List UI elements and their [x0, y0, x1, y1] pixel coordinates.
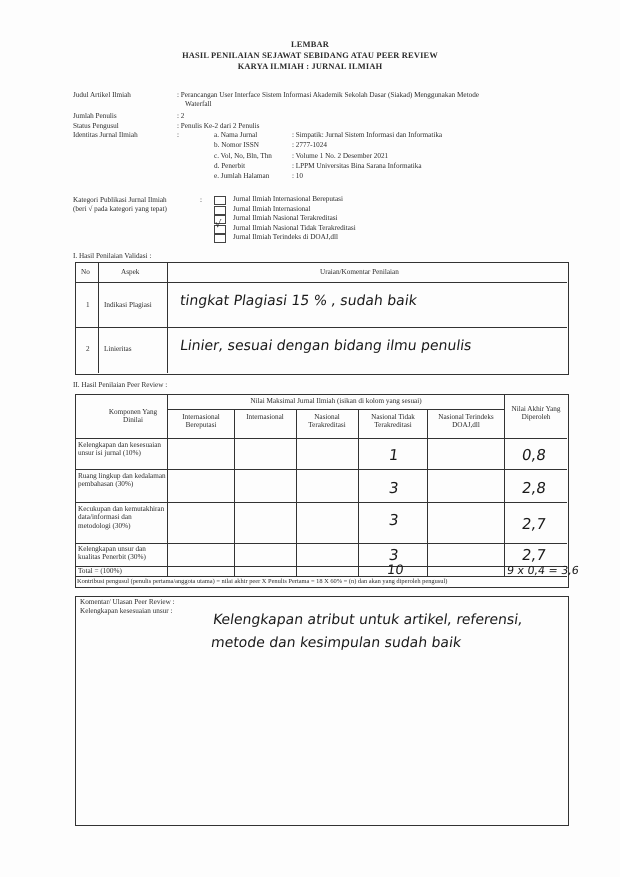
column-header-nilai-max: Nilai Maksimal Jurnal Ilmiah (isikan di kolom yang sesuai) — [250, 397, 422, 405]
total-nilai-max: 10 — [385, 563, 405, 578]
kategori-instruction: (beri √ pada kategori yang tepat) — [73, 205, 167, 213]
table-divider — [167, 409, 504, 410]
aspek-linieritas: Linieritas — [104, 345, 132, 353]
field-label: c. Vol, No, Bln, Thn — [214, 152, 272, 160]
kategori-colon: : — [200, 196, 202, 204]
table-divider — [427, 409, 428, 576]
table-divider — [75, 502, 567, 503]
table-divider — [75, 543, 567, 544]
nilai-max-value: 3 — [387, 546, 400, 564]
field-value: : 2777-1024 — [292, 141, 327, 149]
table-divider — [75, 282, 567, 283]
validation-table — [75, 262, 569, 375]
kategori-checkbox[interactable] — [214, 206, 226, 215]
check-mark-icon: √ — [215, 219, 222, 230]
identitas-jurnal-label: Identitas Jurnal Ilmiah — [73, 131, 138, 139]
nilai-akhir-value: 2,8 — [520, 479, 548, 497]
field-label: d. Penerbit — [214, 162, 246, 170]
nilai-akhir-value: 0,8 — [520, 446, 548, 464]
judul-value: : Perancangan User Interface Sistem Informasi Akademik Sekolah Dasar (Siakad) Menggunakan Metode — [177, 91, 479, 99]
komponen-label: Kelengkapan unsur dan kualitas Penerbit (30%) — [78, 545, 146, 562]
table-divider — [234, 409, 235, 576]
subcolumn-header: Nasional Tidak Terakreditasi — [371, 413, 415, 430]
field-value: : LPPM Universitas Bina Sarana Informatika — [292, 162, 422, 170]
judul-label: Judul Artikel Ilmiah — [73, 91, 131, 99]
doc-heading-subtitle: KARYA ILMIAH : JURNAL ILMIAH — [237, 62, 383, 71]
table-divider — [75, 469, 567, 470]
kategori-label: Kategori Publikasi Jurnal Ilmiah — [73, 196, 167, 204]
total-nilai-akhir: 9 x 0,4 = 3,6 — [506, 564, 580, 577]
kontribusi-pengusul-note: Kontribusi pengusul (penulis pertama/anggota utama) = nilai akhir peer X Penulis Pertama = 18 X 60% = (n) dan akan yang diperoleh pengusul) — [77, 578, 448, 585]
kelengkapan-label: Kelengkapan kesesuaian unsur : — [80, 607, 173, 615]
jumlah-penulis-label: Jumlah Penulis — [73, 112, 117, 120]
nilai-akhir-value: 2,7 — [520, 515, 548, 533]
column-header-no: No — [81, 268, 90, 276]
komentar-box — [75, 596, 569, 826]
kategori-option-label: Jurnal Ilmiah Internasional Bereputasi — [233, 195, 343, 203]
field-value: : Simpatik: Jurnal Sistem Informasi dan Informatika — [292, 131, 443, 139]
table-divider — [98, 262, 99, 373]
field-label: e. Jumlah Halaman — [214, 172, 270, 180]
nilai-akhir-value: 2,7 — [520, 546, 548, 564]
kategori-option-label: Jurnal Ilmiah Terindeks di DOAJ,dll — [233, 233, 338, 241]
komentar-plagiasi: tingkat Plagiasi 15 % , sudah baik — [178, 293, 418, 309]
section-1-title: I. Hasil Penilaian Validasi : — [73, 252, 152, 260]
kategori-checkbox[interactable] — [214, 196, 226, 205]
nilai-max-value: 3 — [387, 511, 400, 529]
section-2-title: II. Hasil Penilaian Peer Review : — [73, 381, 168, 389]
status-pengusul-label: Status Pengusul — [73, 122, 119, 130]
total-label: Total = (100%) — [78, 567, 122, 575]
table-divider — [167, 262, 168, 373]
table-divider — [75, 438, 567, 439]
subcolumn-header: Internasional — [246, 413, 284, 421]
field-value: : Volume 1 No. 2 Desember 2021 — [292, 152, 389, 160]
field-label: b. Nomor ISSN — [214, 141, 259, 149]
nilai-max-value: 3 — [387, 479, 400, 497]
jumlah-penulis-value: : 2 — [177, 112, 185, 120]
subcolumn-header: Internasional Bereputasi — [182, 413, 220, 430]
row-number: 2 — [86, 345, 90, 353]
judul-value-cont: Waterfall — [185, 100, 212, 108]
doc-heading-lembar: LEMBAR — [291, 40, 329, 49]
column-header-komponen: Komponen Yang Dinilai — [108, 408, 158, 425]
identitas-jurnal-colon: : — [177, 131, 179, 139]
komentar-text-line-2: metode dan kesimpulan sudah baik — [209, 635, 463, 651]
table-divider — [75, 566, 567, 567]
komponen-label: Kecukupan dan kemutakhiran data/informasi dan metodologi (30%) — [78, 505, 165, 530]
doc-heading-title: HASIL PENILAIAN SEJAWAT SEBIDANG ATAU PEER REVIEW — [182, 51, 438, 60]
nilai-max-value: 1 — [387, 446, 400, 464]
column-header-nilai-akhir: Nilai Akhir Yang Diperoleh — [511, 405, 561, 422]
field-value: : 10 — [292, 172, 303, 180]
kategori-checkbox[interactable] — [214, 234, 226, 243]
column-header-uraian: Uraian/Komentar Penilaian — [320, 268, 399, 276]
kategori-option-label: Jurnal Ilmiah Nasional Terakreditasi — [233, 214, 338, 222]
subcolumn-header: Nasional Terakreditasi — [308, 413, 346, 430]
komentar-linieritas: Linier, sesuai dengan bidang ilmu penulis — [178, 338, 473, 354]
table-divider — [358, 409, 359, 576]
table-divider — [75, 327, 567, 328]
kategori-option-label: Jurnal Ilmiah Nasional Tidak Terakreditasi — [233, 224, 356, 232]
aspek-plagiasi: Indikasi Plagiasi — [104, 301, 152, 309]
status-pengusul-value: : Penulis Ke-2 dari 2 Penulis — [177, 122, 260, 130]
table-divider — [296, 409, 297, 576]
field-label: a. Nama Jurnal — [214, 131, 258, 139]
subcolumn-header: Nasional Terindeks DOAJ,dll — [438, 413, 494, 430]
table-divider — [504, 394, 505, 576]
komponen-label: Ruang lingkup dan kedalaman pembahasan (30%) — [78, 472, 166, 489]
komentar-text-line-1: Kelengkapan atribut untuk artikel, referensi, — [211, 612, 524, 628]
table-divider — [75, 576, 567, 577]
kategori-option-label: Jurnal Ilmiah Internasional — [233, 205, 311, 213]
komponen-label: Kelengkapan dan kesesuaian unsur isi jurnal (10%) — [78, 441, 162, 458]
column-header-aspek: Aspek — [121, 268, 140, 276]
komentar-label: Komentar/ Ulasan Peer Review : — [80, 598, 175, 606]
row-number: 1 — [86, 301, 90, 309]
table-divider — [167, 394, 168, 576]
